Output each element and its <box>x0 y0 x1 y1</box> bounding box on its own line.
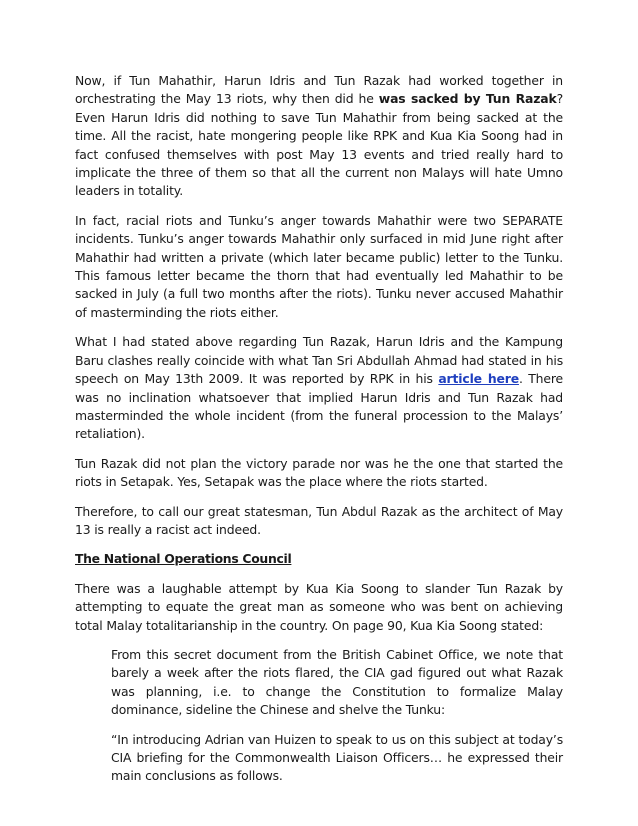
block-quote-2: “In introducing Adrian van Huizen to speak to us on this subject at today’s CIA briefing for the Commonwealth Liaison Officers… he expressed their main conclusions as follows. <box>111 731 563 784</box>
paragraph-3-text-end: . There was no inclination whatsoever that implied Harun Idris and Tun Razak had masterminded the whole incident (from the funeral procession to the Malays’ retaliation). <box>75 371 563 442</box>
paragraph-3-text-start: What I had stated above regarding Tun Razak, Harun Idris and the Kampung Baru clashes really coincide with what Tan Sri Abdullah Ahmad had stated in his speech on May 13th 2009. It was reported by RPK in his <box>75 334 563 387</box>
block-quote-1: From this secret document from the British Cabinet Office, we note that barely a week after the riots flared, the CIA gad figured out what Razak was planning, i.e. to change the Constitution to formalize Malay dominance, sideline the Chinese and shelve the Tunku: <box>111 646 563 718</box>
paragraph-2: In fact, racial riots and Tunku’s anger towards Mahathir were two SEPARATE incidents. Tunku’s anger towards Mahathir only surfaced in mid June right after Mahathir had written a private (which later became public) letter to the Tunku. This famous letter became the thorn that had eventually led Mahathir to be sacked in July (a full two months after the riots). Tunku never accused Mahathir of masterminding the riots either. <box>75 212 563 320</box>
paragraph-1-text-end: ? Even Harun Idris did nothing to save Tun Mahathir from being sacked at the time. All the racist, hate mongering people like RPK and Kua Kia Soong had in fact confused themselves with post May 13 events and tried really hard to implicate the three of them so that all the current non Malays will hate Umno leaders in totality. <box>75 91 564 199</box>
paragraph-1 <box>75 72 563 201</box>
article-link[interactable]: article here <box>438 371 519 387</box>
paragraph-4: Tun Razak did not plan the victory parade nor was he the one that started the riots in Setapak. Yes, Setapak was the place where the riots started. <box>75 455 563 490</box>
paragraph-6: There was a laughable attempt by Kua Kia Soong to slander Tun Razak by attempting to equate the great man as someone who was bent on achieving total Malay totalitarianship in the country. On page 90, Kua Kia Soong stated: <box>75 580 563 633</box>
section-heading: The National Operations Council <box>75 551 292 567</box>
paragraph-1-text-start: Now, if Tun Mahathir, Harun Idris and Tun Razak had worked together in orchestrating the May 13 riots, why then did he <box>75 73 563 107</box>
paragraph-3 <box>75 333 563 443</box>
paragraph-5: Therefore, to call our great statesman, Tun Abdul Razak as the architect of May 13 is really a racist act indeed. <box>75 503 563 537</box>
paragraph-1-bold-phrase: was sacked by Tun Razak <box>378 91 557 107</box>
